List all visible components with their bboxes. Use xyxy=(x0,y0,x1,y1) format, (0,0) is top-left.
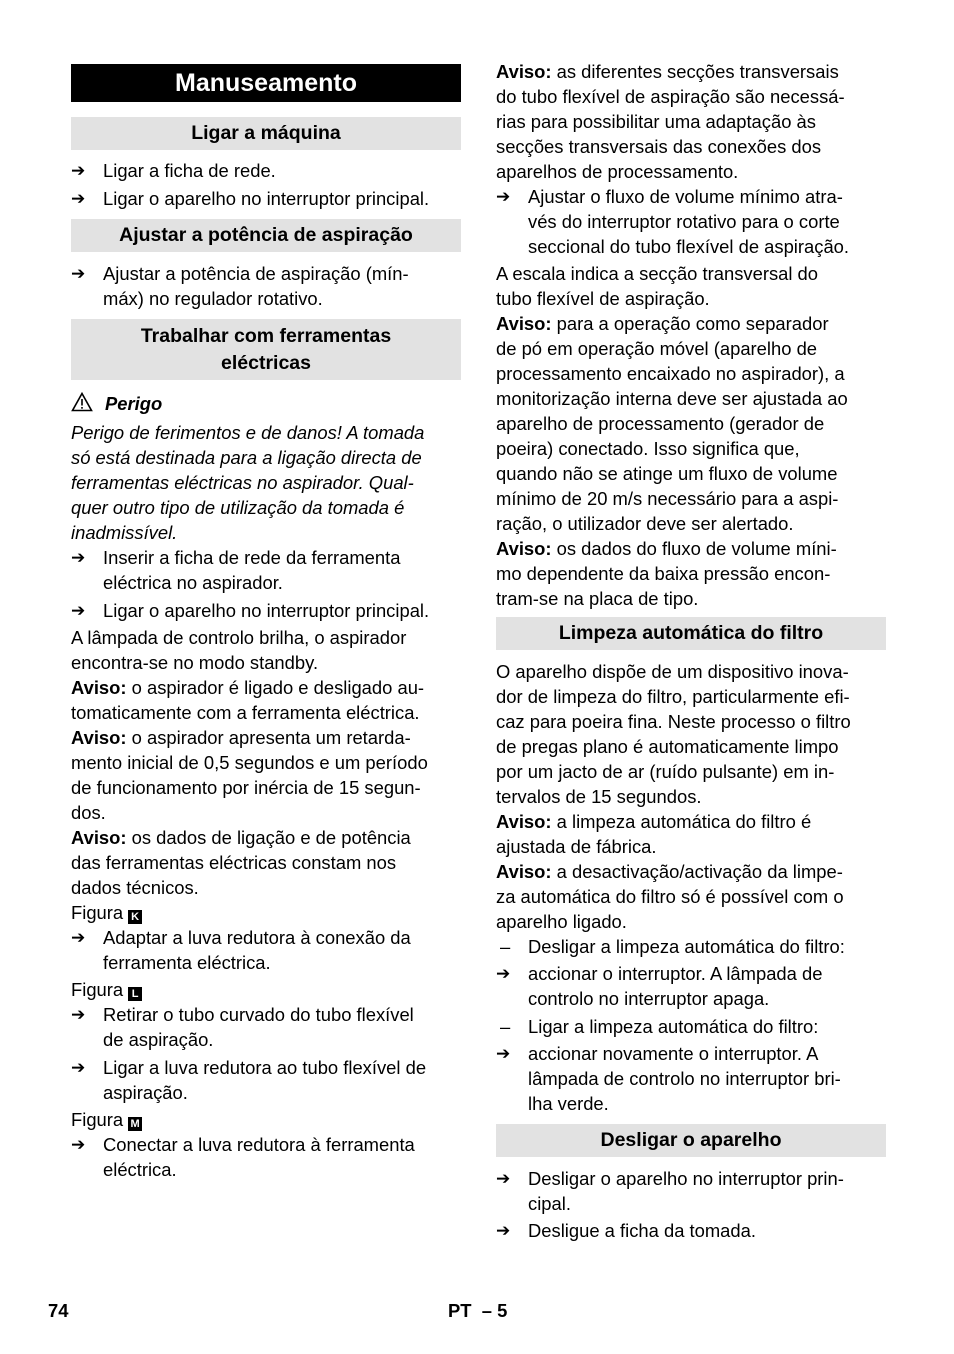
paragraph: caz para poeira fina. Neste processo o filtro xyxy=(496,711,851,732)
figure-letter-m: M xyxy=(128,1117,142,1131)
section-heading-limpeza: Limpeza automática do filtro xyxy=(496,617,886,650)
note: secções transversais das conexões dos xyxy=(496,136,822,157)
note: de pó em operação móvel (aparelho de xyxy=(496,338,818,359)
arrow-icon: ➔ xyxy=(71,264,86,283)
arrow-icon: ➔ xyxy=(71,1005,86,1024)
arrow-icon: ➔ xyxy=(71,1135,86,1154)
note: tram-se na placa de tipo. xyxy=(496,588,699,609)
note: de funcionamento por inércia de 15 segun- xyxy=(71,777,421,798)
arrow-icon: ➔ xyxy=(496,187,511,206)
note: quando não se atinge um fluxo de volume xyxy=(496,463,838,484)
danger-text: ferramentas eléctricas no aspirador. Qual- xyxy=(71,472,414,493)
note: mento inicial de 0,5 segundos e um período xyxy=(71,752,428,773)
paragraph: O aparelho dispõe de um dispositivo inova- xyxy=(496,661,849,682)
paragraph: tervalos de 15 segundos. xyxy=(496,786,702,807)
note: za automática do filtro só é possível com o xyxy=(496,886,844,907)
figure-ref: Figura L xyxy=(71,977,461,1002)
page-number: 74 xyxy=(48,1300,69,1321)
arrow-icon: ➔ xyxy=(71,548,86,567)
arrow-icon: ➔ xyxy=(71,928,86,947)
note: Aviso: a desactivação/activação da limpe- xyxy=(496,861,843,882)
figure-ref: Figura M xyxy=(71,1107,461,1132)
figure-letter-l: L xyxy=(128,987,142,1001)
note: Aviso: os dados do fluxo de volume míni- xyxy=(496,538,837,559)
paragraph: A escala indica a secção transversal do xyxy=(496,263,819,284)
section-heading-ligar: Ligar a máquina xyxy=(71,117,461,150)
note: Aviso: o aspirador apresenta um retarda- xyxy=(71,727,411,748)
note: monitorização interna deve ser ajustada ao xyxy=(496,388,848,409)
danger-text: inadmissível. xyxy=(71,522,178,543)
note: Aviso: a limpeza automática do filtro é xyxy=(496,811,812,832)
note: Aviso: para a operação como separador xyxy=(496,313,829,334)
danger-text: Perigo de ferimentos e de danos! A tomada xyxy=(71,422,425,443)
note: aparelho ligado. xyxy=(496,911,627,932)
arrow-icon: ➔ xyxy=(496,1044,511,1063)
note: Aviso: o aspirador é ligado e desligado au- xyxy=(71,677,425,698)
note: dados técnicos. xyxy=(71,877,199,898)
section-heading-ajustar: Ajustar a potência de aspiração xyxy=(71,219,461,252)
note: poeira) conectado. Isso significa que, xyxy=(496,438,800,459)
arrow-icon: ➔ xyxy=(496,1169,511,1188)
arrow-icon: ➔ xyxy=(496,964,511,983)
note: mo dependente da baixa pressão encon- xyxy=(496,563,831,584)
note: aparelho de processamento (gerador de xyxy=(496,413,825,434)
danger-text: quer outro tipo de utilização da tomada é xyxy=(71,497,405,518)
arrow-icon: ➔ xyxy=(71,161,86,180)
note: dos. xyxy=(71,802,106,823)
paragraph: A lâmpada de controlo brilha, o aspirador xyxy=(71,627,407,648)
note: rias para possibilitar uma adaptação às xyxy=(496,111,816,132)
arrow-icon: ➔ xyxy=(496,1221,511,1240)
figure-letter-k: K xyxy=(128,910,142,924)
arrow-icon: ➔ xyxy=(71,601,86,620)
note: processamento encaixado no aspirador), a xyxy=(496,363,845,384)
arrow-icon: ➔ xyxy=(71,1058,86,1077)
note: mínimo de 20 m/s necessário para a aspi- xyxy=(496,488,839,509)
paragraph: por um jacto de ar (ruído pulsante) em in- xyxy=(496,761,835,782)
footer-label: PT – 5 xyxy=(448,1300,508,1321)
note: aparelhos de processamento. xyxy=(496,161,739,182)
paragraph: de pregas plano é automaticamente limpo xyxy=(496,736,839,757)
figure-ref: Figura K xyxy=(71,900,461,925)
warning-triangle-icon xyxy=(71,392,93,412)
note: do tubo flexível de aspiração são necessá- xyxy=(496,86,845,107)
paragraph: tubo flexível de aspiração. xyxy=(496,288,710,309)
danger-text: só está destinada para a ligação directa de xyxy=(71,447,422,468)
note: das ferramentas eléctricas constam nos xyxy=(71,852,397,873)
note: tomaticamente com a ferramenta eléctrica. xyxy=(71,702,420,723)
page-title: Manuseamento xyxy=(71,64,461,102)
note: Aviso: os dados de ligação e de potência xyxy=(71,827,411,848)
section-heading-desligar: Desligar o aparelho xyxy=(496,1124,886,1157)
note: Aviso: as diferentes secções transversais xyxy=(496,61,839,82)
arrow-icon: ➔ xyxy=(71,189,86,208)
paragraph: dor de limpeza do filtro, particularmente efi- xyxy=(496,686,850,707)
note: ajustada de fábrica. xyxy=(496,836,657,857)
note: ração, o utilizador deve ser alertado. xyxy=(496,513,794,534)
paragraph: encontra-se no modo standby. xyxy=(71,652,319,673)
section-heading-trabalhar: Trabalhar com ferramentas eléctricas xyxy=(71,319,461,380)
